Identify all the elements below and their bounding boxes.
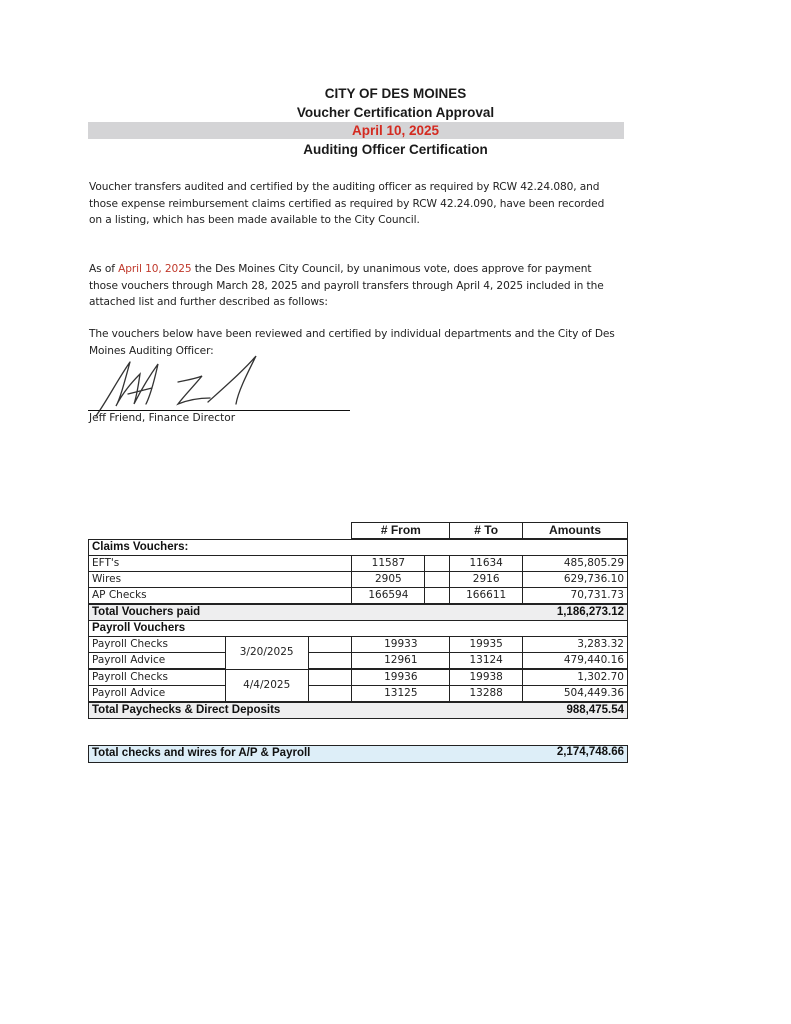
row-from: 12961 bbox=[352, 653, 450, 670]
total-payroll-amount: 988,475.54 bbox=[523, 702, 628, 719]
row-label: Payroll Advice bbox=[89, 686, 226, 703]
blank-cell bbox=[308, 637, 352, 653]
row-amount: 479,440.16 bbox=[523, 653, 628, 670]
certification-paragraph: Voucher transfers audited and certified by the auditing officer as required by RCW 42.24.080, and those expense reimbursement claims certified as required by RCW 42.24.090, have been recorded on a listing, which has been made available to the City Council. bbox=[89, 181, 605, 226]
grand-total-label: Total checks and wires for A/P & Payroll bbox=[92, 747, 311, 759]
document-title: Voucher Certification Approval bbox=[296, 105, 495, 120]
table-row bbox=[89, 572, 628, 588]
signature-line bbox=[88, 410, 350, 411]
row-to: 11634 bbox=[450, 556, 523, 572]
blank-cell bbox=[308, 686, 352, 703]
spacer-cell bbox=[425, 556, 450, 572]
voucher-table bbox=[88, 522, 628, 719]
payroll-title-row bbox=[89, 621, 628, 637]
table-row bbox=[89, 686, 628, 703]
row-from: 11587 bbox=[352, 556, 425, 572]
row-to: 13124 bbox=[450, 653, 523, 670]
row-from: 19936 bbox=[352, 669, 450, 686]
row-label: AP Checks bbox=[89, 588, 352, 605]
row-to: 19935 bbox=[450, 637, 523, 653]
table-row bbox=[89, 637, 628, 653]
row-label: Payroll Advice bbox=[89, 653, 226, 670]
approval-paragraph bbox=[89, 261, 609, 311]
table-row bbox=[89, 653, 628, 670]
row-amount: 70,731.73 bbox=[523, 588, 628, 605]
blank-cell bbox=[308, 669, 352, 686]
total-payroll-label: Total Paychecks & Direct Deposits bbox=[89, 702, 523, 719]
review-paragraph: The vouchers below have been reviewed and certified by individual departments and the City of Des Moines Auditing Officer: bbox=[89, 328, 615, 357]
row-label: Wires bbox=[89, 572, 352, 588]
row-from: 19933 bbox=[352, 637, 450, 653]
blank-cell bbox=[308, 653, 352, 670]
header-to: # To bbox=[450, 523, 523, 540]
org-title: CITY OF DES MOINES bbox=[324, 86, 467, 101]
row-from: 2905 bbox=[352, 572, 425, 588]
claims-title: Claims Vouchers: bbox=[89, 539, 628, 556]
payroll-title: Payroll Vouchers bbox=[89, 621, 628, 637]
spacer-cell bbox=[425, 588, 450, 605]
header-from: # From bbox=[352, 523, 450, 540]
grand-total-box bbox=[88, 745, 628, 763]
row-amount: 1,302.70 bbox=[523, 669, 628, 686]
approval-rest: the Des Moines City Council, by unanimous vote, does approve for payment those vouchers through March 28, 2025 and payroll transfers through April 4, 2025 included in the attached list and further described as follows: bbox=[89, 263, 604, 308]
approval-prefix: As of bbox=[89, 263, 119, 275]
total-vouchers-row bbox=[89, 604, 628, 621]
row-to: 13288 bbox=[450, 686, 523, 703]
row-from: 166594 bbox=[352, 588, 425, 605]
payroll-date: 4/4/2025 bbox=[225, 669, 308, 702]
claims-title-row bbox=[89, 539, 628, 556]
total-vouchers-amount: 1,186,273.12 bbox=[523, 604, 628, 621]
row-to: 2916 bbox=[450, 572, 523, 588]
total-vouchers-label: Total Vouchers paid bbox=[89, 604, 523, 621]
row-label: EFT's bbox=[89, 556, 352, 572]
document-subtitle: Auditing Officer Certification bbox=[303, 142, 488, 157]
signatory-name: Jeff Friend, Finance Director bbox=[89, 412, 236, 424]
row-label: Payroll Checks bbox=[89, 637, 226, 653]
table-row bbox=[89, 556, 628, 572]
table-row bbox=[89, 588, 628, 605]
row-amount: 504,449.36 bbox=[523, 686, 628, 703]
table-row bbox=[89, 669, 628, 686]
table-header-row bbox=[89, 523, 628, 540]
row-label: Payroll Checks bbox=[89, 669, 226, 686]
approval-date-inline: April 10, 2025 bbox=[118, 263, 192, 275]
approval-date: April 10, 2025 bbox=[351, 123, 440, 138]
spacer-cell bbox=[425, 572, 450, 588]
header-amounts: Amounts bbox=[523, 523, 628, 540]
row-to: 166611 bbox=[450, 588, 523, 605]
total-payroll-row bbox=[89, 702, 628, 719]
grand-total-amount: 2,174,748.66 bbox=[556, 746, 624, 758]
row-amount: 629,736.10 bbox=[523, 572, 628, 588]
row-amount: 3,283.32 bbox=[523, 637, 628, 653]
row-to: 19938 bbox=[450, 669, 523, 686]
row-from: 13125 bbox=[352, 686, 450, 703]
payroll-date: 3/20/2025 bbox=[225, 637, 308, 670]
row-amount: 485,805.29 bbox=[523, 556, 628, 572]
